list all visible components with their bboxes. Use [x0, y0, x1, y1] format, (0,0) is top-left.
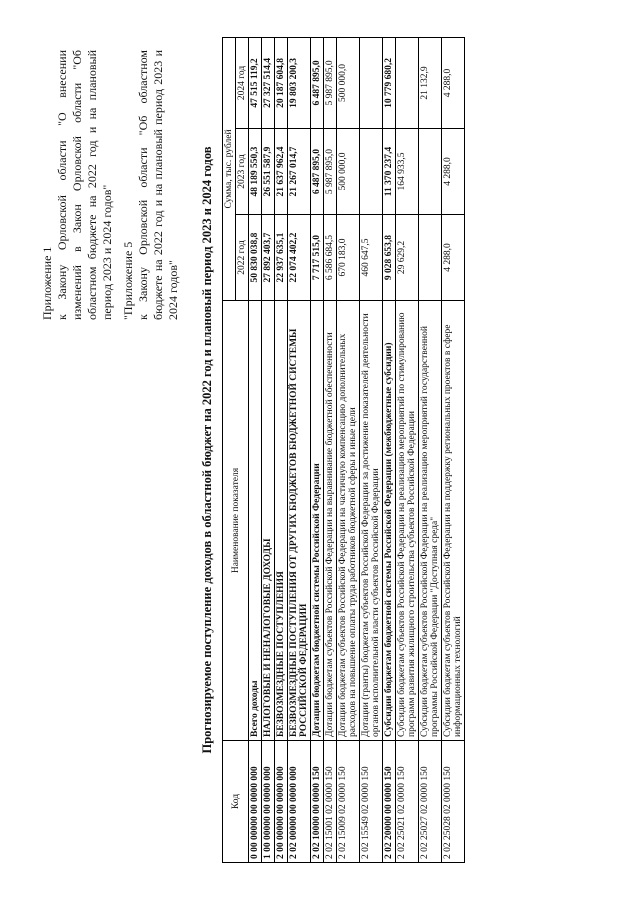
appendix1-title: Приложение 1 — [40, 246, 54, 320]
col-header-name: Наименование показателя — [223, 301, 249, 741]
row-code: 2 02 15001 02 0000 150 — [324, 741, 337, 863]
row-name: Дотации бюджетам субъектов Российской Федерации на выравнивание бюджетной обеспеченности — [324, 301, 337, 741]
row-name: Дотации (гранты) бюджетам субъектов Российской Федерации за достижение показателей деятельности органов исполнительной власти субъектов Российской Федерации — [360, 301, 383, 741]
row-value-2023: 164 933,5 — [396, 129, 419, 215]
row-value-2024: 20 187 604,8 — [275, 37, 288, 128]
row-value-2023 — [419, 129, 442, 215]
table-row — [360, 37, 383, 862]
row-name: Дотации бюджетам бюджетной системы Российской Федерации — [311, 301, 324, 741]
row-code: 2 02 15549 02 0000 150 — [360, 741, 383, 863]
row-value-2024 — [360, 37, 383, 128]
row-value-2023: 6 487 895,0 — [311, 129, 324, 215]
row-value-2024: 6 487 895,0 — [311, 37, 324, 128]
table-row — [383, 37, 396, 862]
row-value-2022: 50 830 038,8 — [249, 215, 262, 301]
col-header-2022: 2022 год — [236, 215, 249, 301]
row-name: Субсидии бюджетам субъектов Российской Федерации на реализацию мероприятий по стимулированию программ развития жилищного строительства субъектов Российской Федерации — [396, 301, 419, 741]
col-header-2023: 2023 год — [236, 129, 249, 215]
row-value-2024: 47 515 119,2 — [249, 37, 262, 128]
table-row — [442, 37, 465, 862]
row-value-2024: 500 000,0 — [337, 37, 360, 128]
row-value-2024: 10 779 680,2 — [383, 37, 396, 128]
row-value-2022: 9 028 653,8 — [383, 215, 396, 301]
appendix5-text: к Закону Орловской области "Об областном бюджете на 2022 год и на плановый период 2023 и 2024 годов" — [136, 50, 180, 320]
row-name: БЕЗВОЗМЕЗДНЫЕ ПОСТУПЛЕНИЯ ОТ ДРУГИХ БЮДЖЕТОВ БЮДЖЕТНОЙ СИСТЕМЫ РОССИЙСКОЙ ФЕДЕРАЦИИ — [288, 301, 311, 741]
row-value-2022: 22 074 402,2 — [288, 215, 311, 301]
row-value-2024: 27 327 514,4 — [262, 37, 275, 128]
table-row — [324, 37, 337, 862]
table-row — [337, 37, 360, 862]
table-row — [275, 37, 288, 862]
table-row — [249, 37, 262, 862]
row-value-2022: 460 647,5 — [360, 215, 383, 301]
row-code: 2 02 15009 02 0000 150 — [337, 741, 360, 863]
row-code: 2 00 00000 00 0000 000 — [275, 741, 288, 863]
appendix1-text: к Закону Орловской области "О внесении изменений в Закон Орловской области "Об областном бюджете на 2022 год и на плановый период 2023 и 2024 годов" — [55, 50, 114, 320]
table-row — [262, 37, 275, 862]
table-row — [396, 37, 419, 862]
row-code: 2 02 10000 00 0000 150 — [311, 741, 324, 863]
row-value-2023: 5 987 895,0 — [324, 129, 337, 215]
row-value-2022: 29 629,2 — [396, 215, 419, 301]
row-code: 2 02 25021 02 0000 150 — [396, 741, 419, 863]
row-value-2022: 7 717 515,0 — [311, 215, 324, 301]
row-value-2024: 4 288,0 — [442, 37, 465, 128]
document-title: Прогнозируемое поступление доходов в областной бюджет на 2022 год и плановый период 2023 и 2024 годов — [200, 146, 214, 754]
row-value-2022: 6 586 684,5 — [324, 215, 337, 301]
col-header-code: Код — [223, 741, 249, 863]
row-value-2023: 48 189 550,3 — [249, 129, 262, 215]
row-value-2024: 5 987 895,0 — [324, 37, 337, 128]
row-value-2024: 19 803 200,3 — [288, 37, 311, 128]
row-value-2023: 26 551 587,9 — [262, 129, 275, 215]
table-row — [288, 37, 311, 862]
table-row — [311, 37, 324, 862]
row-name: Субсидии бюджетам субъектов Российской Федерации на поддержку региональных проектов в сфере информационных технологий — [442, 301, 465, 741]
revenue-table — [222, 37, 465, 863]
row-name: Субсидии бюджетам бюджетной системы Российской Федерации (межбюджетные субсидии) — [383, 301, 396, 741]
row-name: Субсидии бюджетам субъектов Российской Федерации на реализацию мероприятий государственной программы Российской Федерации "Доступная среда" — [419, 301, 442, 741]
row-name: БЕЗВОЗМЕЗДНЫЕ ПОСТУПЛЕНИЯ — [275, 301, 288, 741]
row-code: 0 00 00000 00 0000 000 — [249, 741, 262, 863]
row-code: 2 02 20000 00 0000 150 — [383, 741, 396, 863]
row-value-2022: 4 288,0 — [442, 215, 465, 301]
row-value-2022: 22 937 635,1 — [275, 215, 288, 301]
row-value-2023: 21 637 962,4 — [275, 129, 288, 215]
appendix-header — [40, 50, 181, 320]
row-value-2024: 21 132,9 — [419, 37, 442, 128]
appendix5-title: "Приложение 5 — [121, 241, 135, 320]
row-value-2024 — [396, 37, 419, 128]
row-code: 1 00 00000 00 0000 000 — [262, 741, 275, 863]
table-row — [419, 37, 442, 862]
row-value-2022 — [419, 215, 442, 301]
row-name: Дотации бюджетам субъектов Российской Федерации на частичную компенсацию дополнительных расходов на повышение оплаты труда работников бюджетной сферы и иные цели — [337, 301, 360, 741]
col-header-2024: 2024 год — [236, 37, 249, 128]
row-value-2023: 21 267 014,7 — [288, 129, 311, 215]
row-name: НАЛОГОВЫЕ И НЕНАЛОГОВЫЕ ДОХОДЫ — [262, 301, 275, 741]
col-header-sum: Сумма, тыс. рублей — [223, 37, 236, 300]
row-code: 2 02 25027 02 0000 150 — [419, 741, 442, 863]
row-value-2022: 27 892 403,7 — [262, 215, 275, 301]
row-value-2023: 4 288,0 — [442, 129, 465, 215]
row-name: Всего доходы — [249, 301, 262, 741]
row-code: 2 02 00000 00 0000 000 — [288, 741, 311, 863]
row-value-2023: 500 000,0 — [337, 129, 360, 215]
row-value-2023: 11 370 237,4 — [383, 129, 396, 215]
row-code: 2 02 25028 02 0000 150 — [442, 741, 465, 863]
row-value-2023 — [360, 129, 383, 215]
row-value-2022: 670 183,0 — [337, 215, 360, 301]
